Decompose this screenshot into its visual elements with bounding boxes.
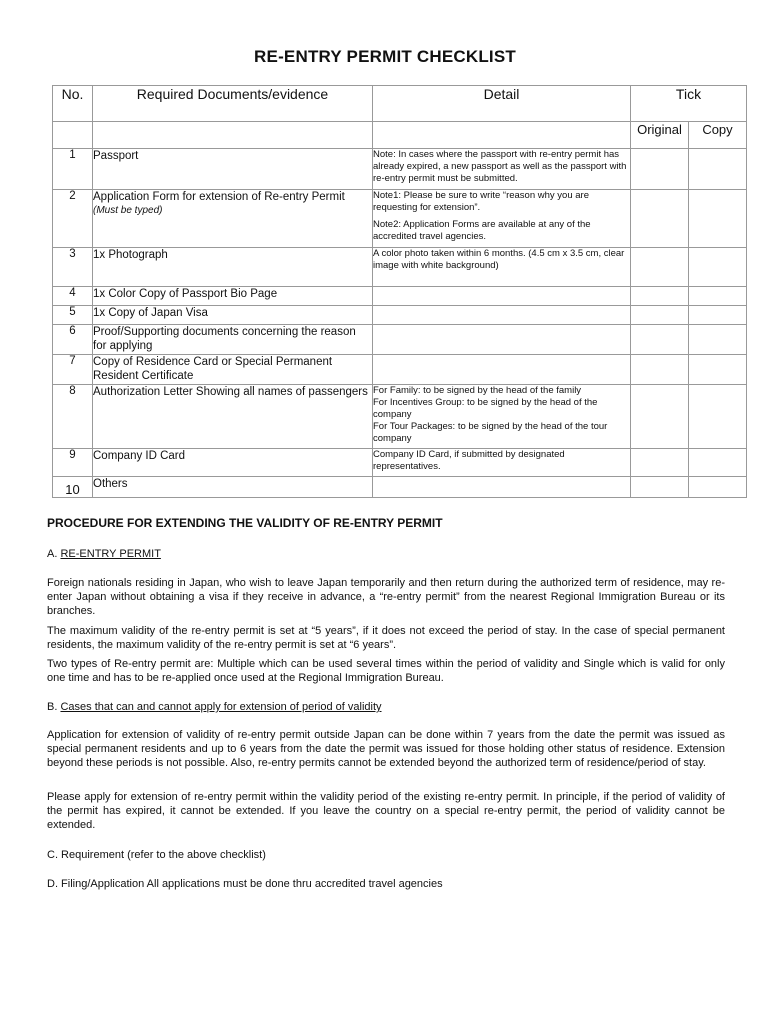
procedure-heading: PROCEDURE FOR EXTENDING THE VALIDITY OF RE-ENTRY PERMIT: [47, 516, 443, 530]
header-blank-cell: [373, 122, 631, 149]
row-copy-tick-box[interactable]: [689, 385, 747, 449]
row-original-tick-box[interactable]: [631, 248, 689, 287]
section-a-title-text: RE-ENTRY PERMIT: [60, 548, 161, 560]
row-detail-text: For Family: to be signed by the head of the family For Incentives Group: to be signed by the head of the company For Tour Packages: to be signed by the head of the tour company: [373, 385, 608, 444]
row-document-cell: [93, 149, 373, 190]
section-b-label: B.: [47, 701, 58, 713]
row-copy-tick-box[interactable]: [689, 449, 747, 477]
row-number: 4: [53, 287, 93, 306]
page-title: RE-ENTRY PERMIT CHECKLIST: [254, 47, 516, 66]
section-a-paragraph-3: Two types of Re-entry permit are: Multiple which can be used several times within the period of validity and Single which is valid for only one time and has to be re-applied once used at the Regional Immigration Bureau.: [47, 658, 725, 684]
row-document-name: Copy of Residence Card or Special Permanent Resident Certificate: [93, 356, 333, 382]
checklist-table: [52, 85, 747, 498]
row-number: 2: [53, 190, 93, 248]
header-documents: Required Documents/evidence: [93, 86, 373, 122]
row-detail-cell: [373, 385, 631, 449]
section-a-paragraph-1: Foreign nationals residing in Japan, who wish to leave Japan temporarily and then return during the authorized term of residence, may re-enter Japan without obtaining a visa if they receive in advance, a “re-entry permit” from the nearest Regional Immigration Bureau or its branches.: [47, 577, 725, 617]
row-copy-tick-box[interactable]: [689, 190, 747, 248]
header-original: Original: [631, 122, 689, 149]
table-row: [53, 287, 747, 306]
row-document-cell: [93, 287, 373, 306]
row-detail-text-2: Note2: Application Forms are available at any of the accredited travel agencies.: [373, 219, 591, 242]
header-copy: Copy: [689, 122, 747, 149]
row-document-name: 1x Copy of Japan Visa: [93, 307, 208, 319]
row-number: 1: [53, 149, 93, 190]
section-a-label: A.: [47, 548, 58, 560]
table-row: [53, 190, 747, 248]
section-b-paragraph-1: Application for extension of validity of re-entry permit outside Japan can be done within 7 years from the date the permit was issued as special permanent residents and up to 6 years from the date the permit was issued for those holding other status of residence. Extension beyond these periods is not possible. Also, re-entry permits cannot be extended beyond the authorized term of residence/period of stay.: [47, 729, 725, 769]
header-blank-cell: [93, 122, 373, 149]
row-detail-text: Company ID Card, if submitted by designated representatives.: [373, 449, 565, 472]
row-document-name: Authorization Letter Showing all names of passengers: [93, 386, 368, 398]
row-copy-tick-box[interactable]: [689, 149, 747, 190]
row-document-name: 1x Photograph: [93, 249, 168, 261]
table-row: [53, 149, 747, 190]
row-document-name: Application Form for extension of Re-entry Permit: [93, 191, 345, 203]
row-document-name: Others: [93, 478, 128, 490]
row-detail-cell: [373, 477, 631, 498]
section-c-text: C. Requirement (refer to the above checklist): [47, 849, 266, 861]
row-original-tick-box[interactable]: [631, 325, 689, 355]
row-number: 3: [53, 248, 93, 287]
section-d-text: D. Filing/Application All applications must be done thru accredited travel agencies: [47, 878, 443, 890]
row-document-cell: [93, 190, 373, 248]
row-original-tick-box[interactable]: [631, 190, 689, 248]
row-original-tick-box[interactable]: [631, 385, 689, 449]
row-copy-tick-box[interactable]: [689, 306, 747, 325]
row-copy-tick-box[interactable]: [689, 325, 747, 355]
row-document-cell: [93, 449, 373, 477]
header-tick: Tick: [631, 86, 747, 122]
row-document-cell: [93, 385, 373, 449]
section-b-paragraph-2: Please apply for extension of re-entry permit within the validity period of the existing re-entry permit. In principle, if the period of validity of the permit has expired, it cannot be extended. If you leave the country on a special re-entry permit, the period of validity cannot be extended.: [47, 791, 725, 831]
table-row: [53, 306, 747, 325]
row-detail-cell: [373, 306, 631, 325]
row-document-note: (Must be typed): [93, 205, 163, 216]
table-row: [53, 325, 747, 355]
row-detail-cell: [373, 149, 631, 190]
row-copy-tick-box[interactable]: [689, 355, 747, 385]
header-no: No.: [53, 86, 93, 122]
row-detail-text: Note: In cases where the passport with re-entry permit has already expired, a new passport as well as the passport with re-entry permit must be submitted.: [373, 149, 627, 184]
row-copy-tick-box[interactable]: [689, 477, 747, 498]
row-number: 8: [53, 385, 93, 449]
section-b-title-text: Cases that can and cannot apply for extension of period of validity: [60, 701, 382, 713]
row-detail-cell: [373, 287, 631, 306]
section-a-title: [47, 547, 725, 561]
row-original-tick-box[interactable]: [631, 477, 689, 498]
row-original-tick-box[interactable]: [631, 449, 689, 477]
section-b-title: [47, 700, 725, 714]
row-original-tick-box[interactable]: [631, 287, 689, 306]
row-document-cell: [93, 248, 373, 287]
row-detail-text: Note1: Please be sure to write “reason why you are requesting for extension”.: [373, 190, 589, 213]
header-blank-cell: [53, 122, 93, 149]
table-row: [53, 477, 747, 498]
row-number: 5: [53, 306, 93, 325]
row-document-name: 1x Color Copy of Passport Bio Page: [93, 288, 278, 300]
row-document-name: Company ID Card: [93, 450, 186, 462]
row-number: 7: [53, 355, 93, 385]
row-document-cell: [93, 325, 373, 355]
header-detail: Detail: [373, 86, 631, 122]
row-detail-cell: [373, 325, 631, 355]
row-copy-tick-box[interactable]: [689, 248, 747, 287]
section-a-paragraph-2: The maximum validity of the re-entry permit is set at “5 years”, if it does not exceed the period of stay. In the case of special permanent residents, the maximum validity of the re-entry permit is set at “6 years”.: [47, 625, 725, 651]
table-row: [53, 355, 747, 385]
table-row: [53, 248, 747, 287]
row-detail-cell: [373, 190, 631, 248]
table-row: [53, 385, 747, 449]
row-detail-cell: [373, 355, 631, 385]
row-original-tick-box[interactable]: [631, 355, 689, 385]
row-document-name: Proof/Supporting documents concerning the reason for applying: [93, 326, 356, 352]
row-document-cell: [93, 355, 373, 385]
row-document-name: Passport: [93, 150, 139, 162]
row-detail-cell: [373, 248, 631, 287]
table-row: [53, 449, 747, 477]
row-document-cell: [93, 477, 373, 498]
row-number: 10: [53, 477, 93, 498]
row-copy-tick-box[interactable]: [689, 287, 747, 306]
row-document-cell: [93, 306, 373, 325]
row-number: 6: [53, 325, 93, 355]
row-original-tick-box[interactable]: [631, 306, 689, 325]
row-original-tick-box[interactable]: [631, 149, 689, 190]
row-detail-text: A color photo taken within 6 months. (4.5 cm x 3.5 cm, clear image with white background): [373, 248, 625, 271]
row-number: 9: [53, 449, 93, 477]
row-detail-cell: [373, 449, 631, 477]
